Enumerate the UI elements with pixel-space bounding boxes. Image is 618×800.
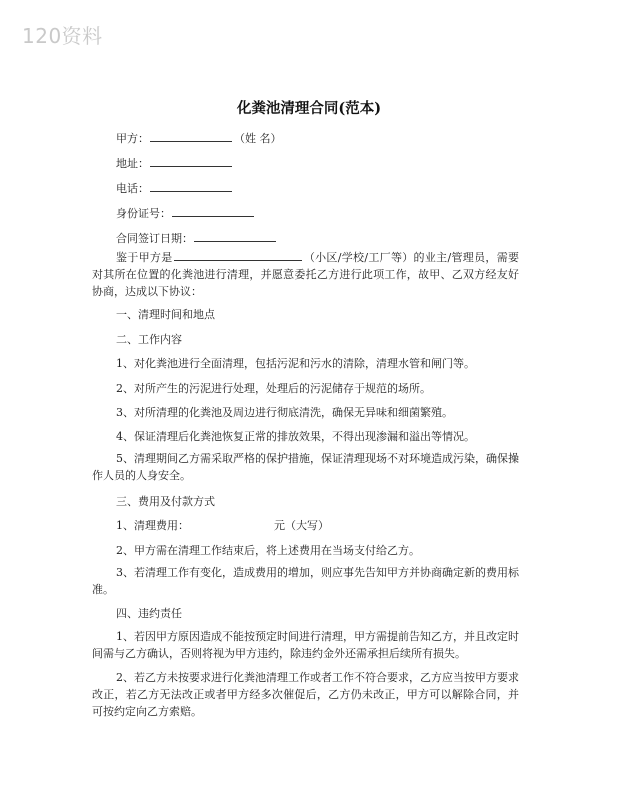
watermark: 120资料 [22,24,103,48]
phone-field [116,180,234,196]
section-heading: 四、违约责任 [116,607,182,620]
fee-item: 3、若清理工作有变化，造成费用的增加，则应事先告知甲方并协商确定新的费用标准。 [92,566,519,596]
id-number-label: 身份证号： [116,207,171,220]
sign-date-label: 合同签订日期： [116,232,193,245]
section-heading: 一、清理时间和地点 [116,308,215,321]
fee-item: 2、甲方需在清理工作结束后，将上述费用在当场支付给乙方。 [116,544,420,557]
intro-rest: （小区/学校/工厂等）的业主/管理员，需要对其所在位置的化粪池进行清理，并愿意委托乙方进行此项工作，故甲、乙双方经友好协商，达成以下协议： [92,251,519,298]
intro-paragraph [92,249,519,300]
work-item: 1、对化粪池进行全面清理，包括污泥和污水的清除，清理水管和闸门等。 [116,357,475,370]
phone-blank [150,180,232,192]
party-a-blank [150,130,232,142]
address-label: 地址： [116,157,149,170]
fee-label: 1、清理费用： [116,519,189,532]
party-a-hint: （姓 名） [234,132,282,145]
sign-date-blank [194,230,276,242]
work-item: 2、对所产生的污泥进行处理，处理后的污泥储存于规范的场所。 [116,382,431,395]
sign-date-field [116,230,278,246]
section-heading: 三、费用及付款方式 [116,495,215,508]
work-item: 5、清理期间乙方需采取严格的保护措施，保证清理现场不对环境造成污染，确保操作人员的人身安全。 [92,452,519,482]
id-number-field [116,205,256,221]
address-blank [150,155,232,167]
document-title: 化粪池清理合同(范本) [236,100,382,117]
fee-item [116,517,416,533]
id-number-blank [172,205,254,217]
party-a-field [116,130,282,146]
work-item: 3、对所清理的化粪池及周边进行彻底清洗，确保无异味和细菌繁殖。 [116,406,453,419]
intro-blank [174,249,302,261]
address-field [116,155,234,171]
liability-item: 1、若因甲方原因造成不能按预定时间进行清理，甲方需提前告知乙方，并且改定时间需与乙方确认，否则将视为甲方违约，除违约金外还需承担后续所有损失。 [92,630,519,660]
party-a-label: 甲方： [116,132,149,145]
phone-label: 电话： [116,182,149,195]
intro-prefix: 鉴于甲方是 [116,251,173,264]
work-item: 4、保证清理后化粪池恢复正常的排放效果，不得出现渗漏和溢出等情况。 [116,430,475,443]
section-heading: 二、工作内容 [116,333,182,346]
liability-item: 2、若乙方未按要求进行化粪池清理工作或者工作不符合要求，乙方应当按甲方要求改正，若乙方无法改正或者甲方经多次催促后，乙方仍未改正，甲方可以解除合同，并可按约定向乙方索赔。 [92,671,519,718]
fee-unit: 元（大写） [274,519,329,532]
